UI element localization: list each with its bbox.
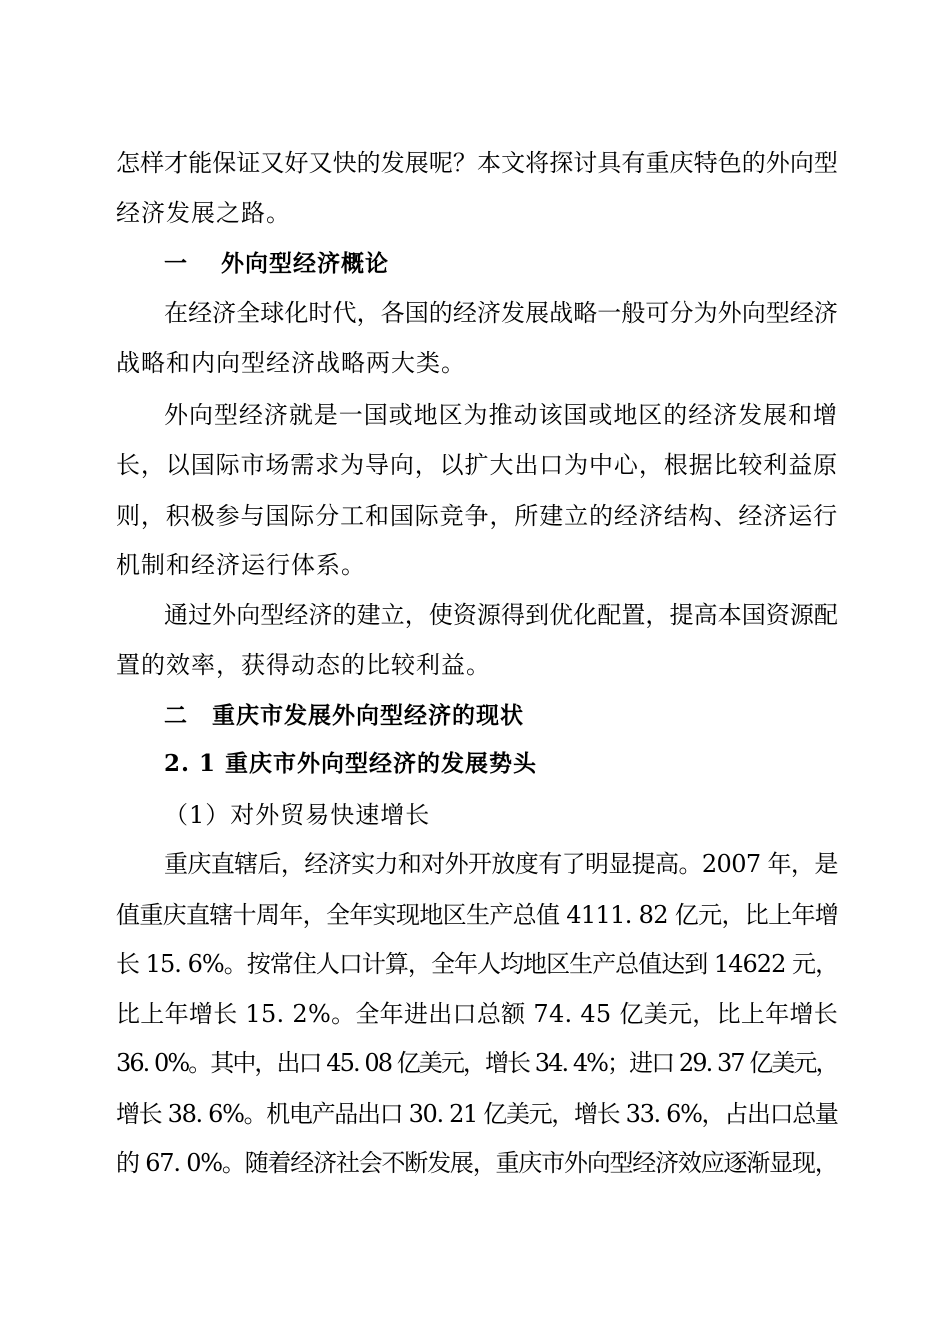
list-item-heading: （1）对外贸易快速增长 xyxy=(164,801,431,829)
paragraph-line: 长 15. 6%。按常住人口计算，全年人均地区生产总值达到 14622 元， xyxy=(116,950,839,978)
paragraph-line: 战略和内向型经济战略两大类。 xyxy=(116,349,466,377)
paragraph-line: 重庆直辖后，经济实力和对外开放度有了明显提高。2007 年，是 xyxy=(164,850,838,878)
section-heading-1: 一 外向型经济概论 xyxy=(164,251,390,277)
paragraph-line: 36. 0%。其中，出口 45. 08 亿美元，增长 34. 4%；进口 29. 37 亿美元， xyxy=(116,1049,838,1077)
paragraph-line: 外向型经济就是一国或地区为推动该国或地区的经济发展和增 xyxy=(164,401,838,429)
paragraph-line: 经济发展之路。 xyxy=(116,199,291,227)
paragraph-line: 值重庆直辖十周年，全年实现地区生产总值 4111. 82 亿元，比上年增 xyxy=(116,901,839,929)
paragraph-line: 长，以国际市场需求为导向，以扩大出口为中心，根据比较利益原 xyxy=(116,451,838,479)
paragraph-line: 置的效率，获得动态的比较利益。 xyxy=(116,651,491,679)
paragraph-line: 增长 38. 6%。机电产品出口 30. 21 亿美元，增长 33. 6%，占出口总量 xyxy=(116,1100,838,1128)
paragraph-line: 则，积极参与国际分工和国际竞争，所建立的经济结构、经济运行 xyxy=(116,502,838,530)
paragraph-line: 的 67. 0%。随着经济社会不断发展，重庆市外向型经济效应逐渐显现， xyxy=(116,1149,838,1177)
paragraph-line: 在经济全球化时代，各国的经济发展战略一般可分为外向型经济 xyxy=(164,299,838,327)
paragraph-line: 比上年增长 15. 2%。全年进出口总额 74. 45 亿美元，比上年增长 xyxy=(116,1000,839,1028)
paragraph-line: 怎样才能保证又好又快的发展呢？本文将探讨具有重庆特色的外向型 xyxy=(116,149,838,177)
paragraph-line: 通过外向型经济的建立，使资源得到优化配置，提高本国资源配 xyxy=(164,601,838,629)
section-heading-2: 二 重庆市发展外向型经济的现状 xyxy=(164,703,524,729)
subsection-heading: 2. 1 重庆市外向型经济的发展势头 xyxy=(164,750,538,777)
paragraph-line: 机制和经济运行体系。 xyxy=(116,551,366,579)
